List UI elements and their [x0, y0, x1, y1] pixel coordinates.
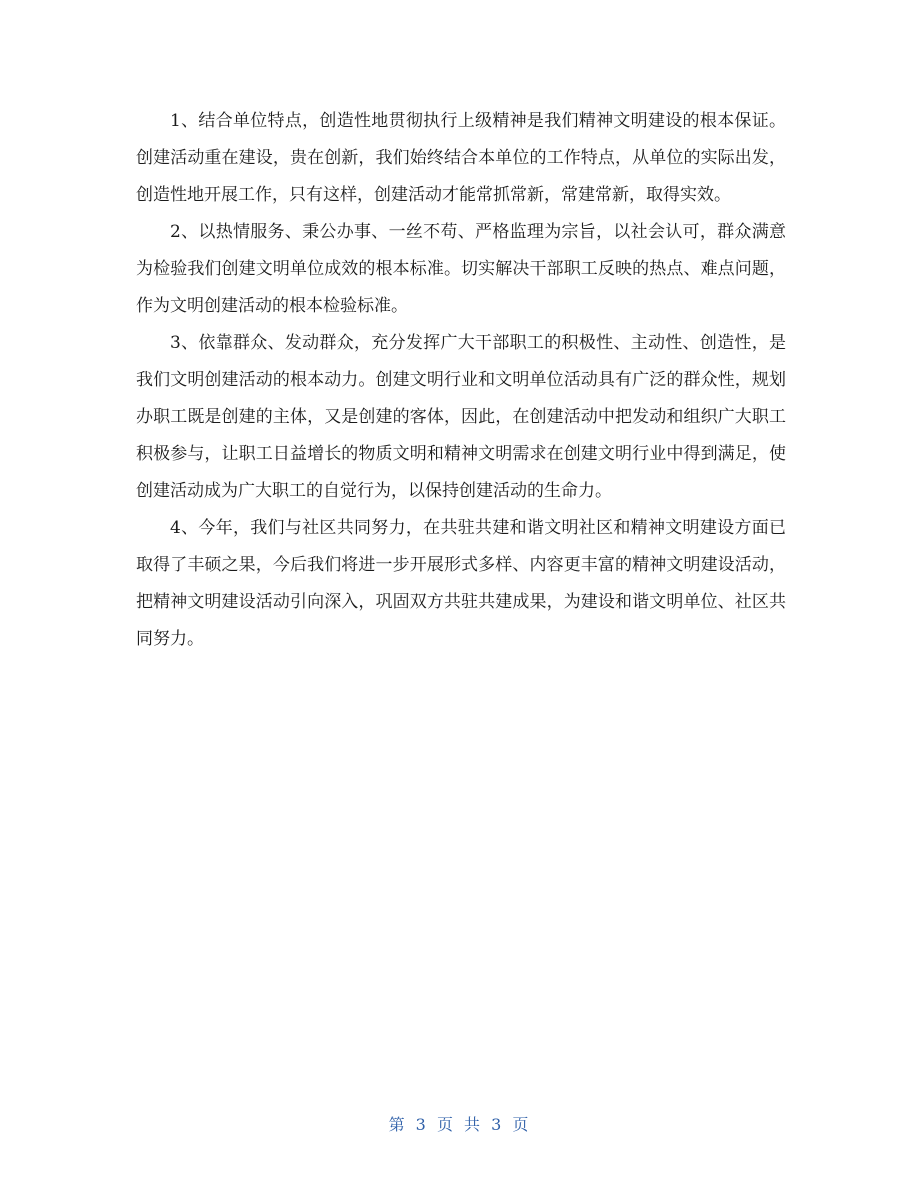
paragraph-2: 2、以热情服务、秉公办事、一丝不苟、严格监理为宗旨，以社会认可，群众满意为检验我们创建文明单位成效的根本标准。切实解决干部职工反映的热点、难点问题，作为文明创建活动的根本检验标准。 [136, 222, 786, 316]
paragraph-3: 3、依靠群众、发动群众，充分发挥广大干部职工的积极性、主动性、创造性，是我们文明创建活动的根本动力。创建文明行业和文明单位活动具有广泛的群众性，规划办职工既是创建的主体，又是创建的客体，因此，在创建活动中把发动和组织广大职工积极参与，让职工日益增长的物质文明和精神文明需求在创建文明行业中得到满足，使创建活动成为广大职工的自觉行为，以保持创建活动的生命力。 [136, 333, 786, 501]
paragraph-4: 4、今年，我们与社区共同努力，在共驻共建和谐文明社区和精神文明建设方面已取得了丰硕之果，今后我们将进一步开展形式多样、内容更丰富的精神文明建设活动，把精神文明建设活动引向深入，巩固双方共驻共建成果，为建设和谐文明单位、社区共同努力。 [136, 518, 786, 649]
paragraph-1: 1、结合单位特点，创造性地贯彻执行上级精神是我们精神文明建设的根本保证。创建活动重在建设，贵在创新，我们始终结合本单位的工作特点，从单位的实际出发，创造性地开展工作，只有这样，创建活动才能常抓常新，常建常新，取得实效。 [136, 111, 786, 205]
document-body [136, 103, 786, 658]
page-number-footer: 第 3 页 共 3 页 [388, 1115, 532, 1134]
